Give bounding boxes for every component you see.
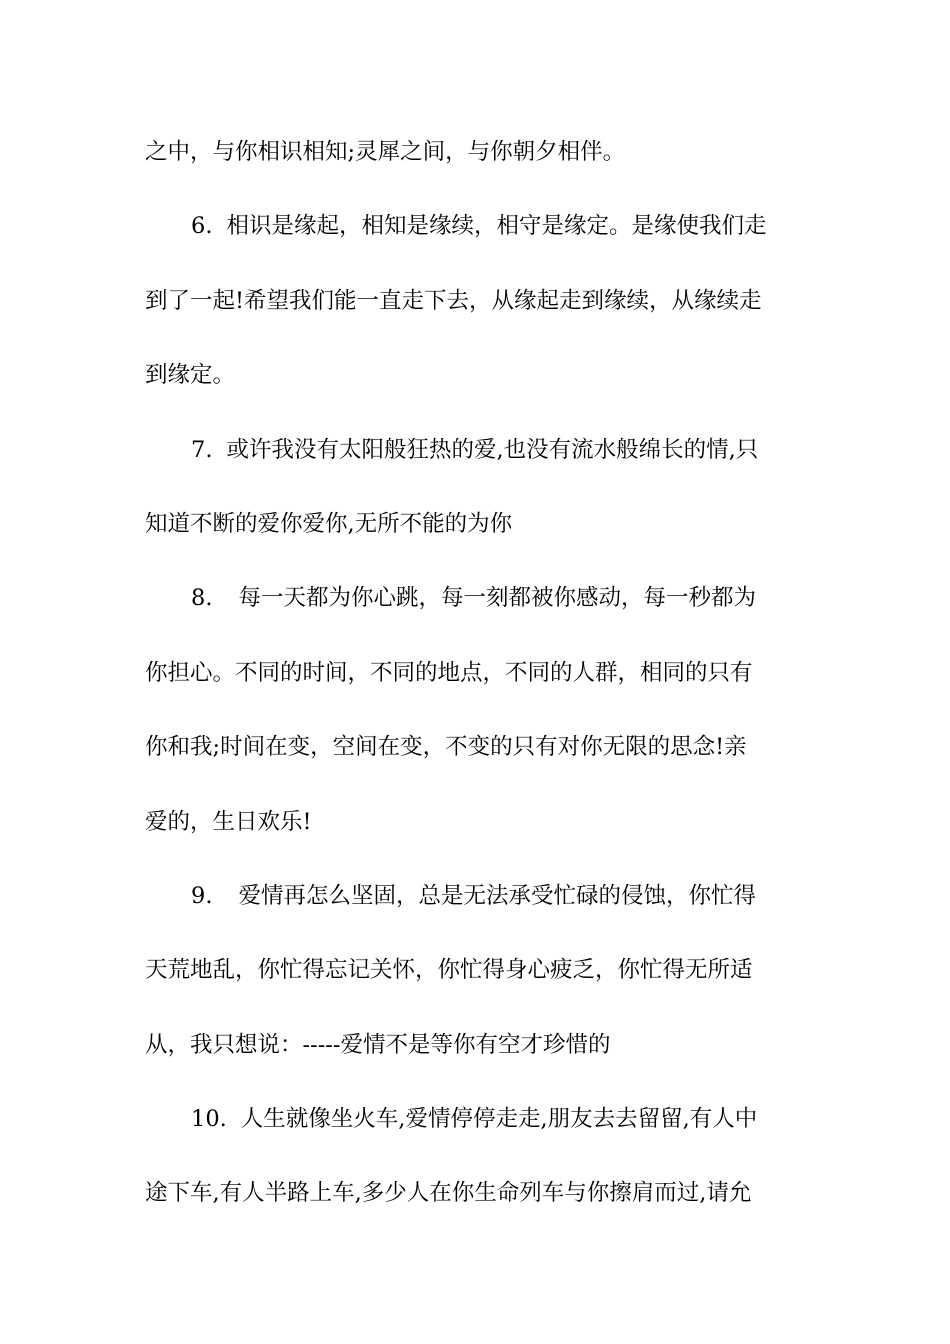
line-text: 或许我没有太阳般狂热的爱,也没有流水般绵长的情,只 (226, 436, 759, 463)
line-text: 每一天都为你心跳，每一刻都被你感动，每一秒都为 (238, 585, 756, 612)
list-item-6 (145, 201, 807, 275)
text-line (145, 797, 807, 871)
list-number: 7. (191, 436, 213, 463)
line-text: 天荒地乱，你忙得忘记关怀，你忙得身心疲乏，你忙得无所适 (145, 957, 753, 984)
line-text: 你和我;时间在变，空间在变，不变的只有对你无限的思念!亲 (145, 734, 747, 761)
line-text: 爱的，生日欢乐! (145, 808, 312, 835)
text-line (145, 127, 807, 201)
list-number: 9. (191, 882, 213, 909)
text-line (145, 945, 807, 1019)
line-text: 爱情再怎么坚固，总是无法承受忙碌的侵蚀，你忙得 (238, 882, 756, 909)
text-line (145, 1020, 807, 1094)
list-item-7 (145, 425, 807, 499)
list-number: 6. (191, 213, 213, 240)
text-line (145, 276, 807, 350)
text-line (145, 648, 807, 722)
line-text: 到缘定。 (145, 362, 236, 389)
list-number: 10. (191, 1106, 227, 1133)
text-line (145, 350, 807, 424)
line-text: 知道不断的爱你爱你,无所不能的为你 (145, 510, 513, 537)
list-number: 8. (191, 585, 213, 612)
list-item-9 (145, 871, 807, 945)
line-text: 你担心。不同的时间，不同的地点，不同的人群，相同的只有 (145, 659, 753, 686)
document-body (145, 127, 807, 1243)
line-text: 途下车,有人半路上车,多少人在你生命列车与你擦肩而过,请允 (145, 1180, 752, 1207)
line-text: 从，我只想说：-----爱情不是等你有空才珍惜的 (145, 1031, 611, 1058)
line-text: 相识是缘起，相知是缘续，相守是缘定。是缘使我们走 (226, 213, 767, 240)
line-text: 之中，与你相识相知;灵犀之间，与你朝夕相伴。 (145, 139, 626, 165)
line-text: 人生就像坐火车,爱情停停走走,朋友去去留留,有人中 (240, 1106, 758, 1133)
text-line (145, 722, 807, 796)
text-line (145, 499, 807, 573)
list-item-10 (145, 1094, 807, 1168)
list-item-8 (145, 573, 807, 647)
text-line (145, 1168, 807, 1242)
line-text: 到了一起!希望我们能一直走下去，从缘起走到缘续，从缘续走 (145, 287, 762, 314)
